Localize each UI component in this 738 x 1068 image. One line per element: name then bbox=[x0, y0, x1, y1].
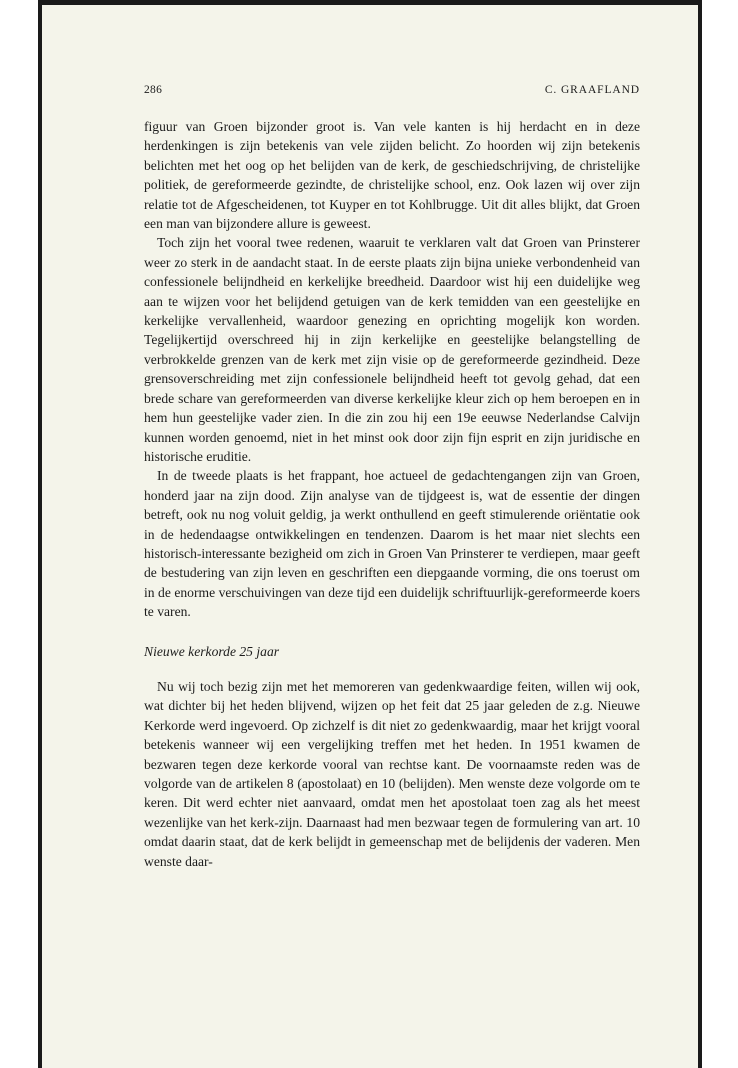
paragraph-1: figuur van Groen bijzonder groot is. Van vele kanten is hij herdacht en in deze herdenkingen is zijn betekenis van vele zijden belicht. Zo hoorden wij zijn betekenis belichten met het oog op het belijden van de kerk, de geschiedschrijving, de christelijke politiek, de gereformeerde gezindte, de christelijke school, enz. Ook lazen wij over zijn relatie tot de Afgescheidenen, tot Kuyper en tot Kohlbrugge. Uit dit alles blijkt, dat Groen een man van bijzondere allure is geweest. bbox=[144, 119, 640, 232]
page-number: 286 bbox=[144, 84, 163, 96]
running-author: C. GRAAFLAND bbox=[544, 84, 640, 96]
body-text bbox=[144, 117, 640, 871]
scan-border-right bbox=[698, 0, 702, 1068]
paragraph-3: In de tweede plaats is het frappant, hoe actueel de gedachtengangen zijn van Groen, honderd jaar na zijn dood. Zijn analyse van de tijdgeest is, wat de essentie der dingen betreft, ook nu nog voluit geldig, ja werkt onthullend en geeft stimulerende oriëntatie ook in de hedendaagse ontwikkelingen en tendenzen. Daarom is het maar niet slechts een historisch-interessante bezigheid om zich in Groen Van Prinsterer te verdiepen, maar geeft de bestudering van zijn leven en geschriften een diepgaande vorming, die ons toerust om in de enorme verschuivingen van deze tijd een duidelijk schriftuurlijk-gereformeerde koers te varen. bbox=[144, 468, 640, 620]
section-heading: Nieuwe kerkorde 25 jaar bbox=[144, 643, 280, 659]
running-head bbox=[144, 84, 640, 102]
paragraph-4: Nu wij toch bezig zijn met het memoreren van gedenkwaardige feiten, willen wij ook, wat dichter bij het heden blijvend, wijzen op het feit dat 25 jaar geleden de z.g. Nieuwe Kerkorde werd ingevoerd. Op zichzelf is dit niet zo gedenkwaardig, maar het krijgt vooral betekenis wanneer wij een vergelijking treffen met het heden. In 1951 kwamen de bezwaren tegen deze kerkorde vooral van rechtse kant. De voornaamste reden was de volgorde van de artikelen 8 (apostolaat) en 10 (belijden). Men wenste deze volgorde om te keren. Dit werd echter niet aanvaard, omdat men het apostolaat toen zag als het meest wezenlijke van het kerk-zijn. Daarnaast had men bezwaar tegen de formulering van art. 10 omdat daarin staat, dat de kerk belijdt in gemeenschap met de belijdenis der vaderen. Men wenste daar- bbox=[144, 678, 640, 869]
paragraph-2: Toch zijn het vooral twee redenen, waaruit te verklaren valt dat Groen van Prinsterer weer zo sterk in de aandacht staat. In de eerste plaats zijn bijna unieke verbondenheid van confessionele belijndheid en kerkelijke breedheid. Daardoor wist hij een duidelijke weg aan te wijzen voor het belijdend getuigen van de kerk temidden van een geestelijke en kerkelijke vervallenheid, waardoor genezing en oprichting mogelijk kon worden. Tegelijkertijd overschreed hij in zijn kerkelijke en geestelijke belangstelling de verbrokkelde grenzen van de kerk met zijn visie op de gereformeerde gezindheid. Deze grensoverschreiding met zijn confessionele belijndheid heeft tot gevolg gehad, dat een brede schare van gereformeerden van diverse kerkelijke kleur zich op hem beroepen en in hem hun geestelijke vader zien. In die zin zou hij een 19e eeuwse Nederlandse Calvijn kunnen worden genoemd, niet in het minst ook door zijn fijn esprit en zijn juridische en historische eruditie. bbox=[144, 235, 640, 464]
